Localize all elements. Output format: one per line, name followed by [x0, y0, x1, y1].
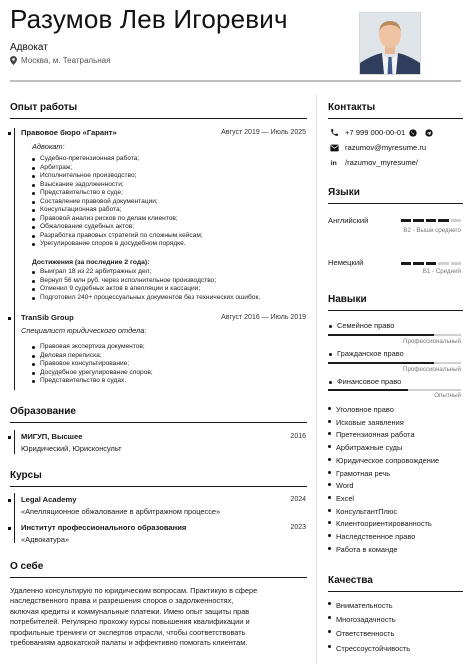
course-year: 2024 — [290, 496, 306, 503]
linkedin-icon — [330, 158, 339, 167]
skill-item: Претензионная работа — [328, 429, 439, 442]
language-level-segment — [413, 262, 423, 265]
job-achievements — [32, 268, 260, 302]
language-level: B1 - Средний — [422, 268, 461, 275]
skill-level: Профессиональный — [403, 366, 461, 373]
list-item: Подготовил 240+ процессуальных документов без технических ошибок. — [32, 294, 260, 303]
job-duties — [32, 343, 153, 386]
skill-level-fill — [328, 389, 408, 391]
education-marker — [8, 436, 11, 439]
list-item: Урегулирование споров в досудебном порядке. — [32, 240, 203, 249]
list-item: Вернул 56 млн руб. через исполнительное производство; — [32, 277, 260, 286]
language-level-segment — [401, 219, 411, 222]
list-item: Выиграл 18 из 22 арбитражных дел; — [32, 268, 260, 277]
job-company: TranSib Group — [21, 313, 74, 322]
skills-rule — [328, 310, 463, 311]
about-line: наследственного права и разрешения споров о задолженностях, — [10, 596, 234, 606]
telegram-icon[interactable] — [425, 129, 433, 137]
skill-item: КонсультантПлюс — [328, 506, 439, 519]
skill-level: Опытный — [434, 392, 461, 399]
skill-item: Наследственное право — [328, 531, 439, 544]
location — [10, 56, 110, 65]
course-name: «Апелляционное обжалование в арбитражном процессе» — [21, 507, 221, 516]
course-name: «Адвокатура» — [21, 535, 70, 544]
email-icon — [330, 144, 339, 152]
qualities-heading: Качества — [328, 575, 373, 586]
skill-bullet — [329, 353, 332, 356]
list-item: Представительство в суде; — [32, 189, 203, 198]
skill-name: Финансовое право — [337, 377, 402, 386]
job-marker — [8, 317, 11, 320]
skill-item: Уголовное право — [328, 404, 439, 417]
list-item: Правовая экспертиза документов; — [32, 343, 153, 352]
skill-item: Работа в команде — [328, 544, 439, 557]
courses-rule — [10, 486, 307, 487]
language-level-segment — [426, 262, 436, 265]
language-level-bar — [401, 219, 461, 222]
about-line: потребителей. Регулярно прохожу курсы повышения квалификации и — [10, 617, 250, 627]
contacts-rule — [328, 118, 463, 119]
location-text: Москва, м. Театральная — [21, 56, 111, 65]
qualities-rule — [328, 591, 463, 592]
language-level-segment — [438, 262, 448, 265]
skill-item: Клиентоориентированность — [328, 518, 439, 531]
skills-list — [328, 404, 439, 556]
skill-bullet — [329, 381, 332, 384]
skill-item: Word — [328, 480, 439, 493]
course-marker — [8, 527, 11, 530]
achievements-title: Достижения (за последние 2 года): — [32, 259, 150, 266]
list-item: Досудебное урегулирование споров; — [32, 369, 153, 378]
language-level-bar — [401, 262, 461, 265]
candidate-name: Разумов Лев Игоревич — [10, 4, 288, 34]
skills-heading: Навыки — [328, 294, 367, 305]
about-heading: О себе — [10, 561, 44, 572]
job-duties — [32, 155, 203, 249]
list-item: Обжалование судебных актов; — [32, 223, 203, 232]
list-item: Представительство в судах. — [32, 377, 153, 386]
list-item: Арбитраж; — [32, 164, 203, 173]
phone-contact[interactable] — [330, 128, 439, 137]
experience-rule — [10, 118, 307, 119]
languages-rule — [328, 203, 463, 204]
phone-number: +7 999 000-00-01 — [345, 128, 406, 137]
linkedin-handle: /razumov_myresume/ — [345, 158, 419, 167]
linkedin-contact[interactable] — [330, 158, 418, 167]
quality-item: Ответственность — [328, 627, 410, 641]
list-item: Судебно-претензионная работа; — [32, 155, 203, 164]
qualities-list — [328, 599, 410, 656]
header-divider — [10, 80, 461, 82]
language-level: B2 - Выше среднего — [403, 227, 461, 234]
job-title: Адвокат — [10, 42, 48, 53]
experience-heading: Опыт работы — [10, 102, 78, 113]
experience-timeline — [14, 128, 15, 390]
list-item: Правовой анализ рисков по делам клиентов; — [32, 215, 203, 224]
about-text — [10, 586, 307, 648]
column-divider — [316, 94, 317, 664]
email-address: razumov@myresume.ru — [345, 143, 427, 152]
language-level-segment — [401, 262, 411, 265]
about-line: включая кредиты и коммунальные платежи. Имею опыт защиты прав — [10, 606, 250, 616]
language-level-segment — [451, 219, 461, 222]
language-level-segment — [426, 219, 436, 222]
languages-heading: Языки — [328, 187, 360, 198]
list-item: Разработка правовых стратегий по сложным кейсам; — [32, 232, 203, 241]
quality-item: Многозадачность — [328, 613, 410, 627]
list-item: Отменил 9 судебных актов в апелляции и кассации; — [32, 285, 260, 294]
skill-level-fill — [328, 362, 434, 364]
education-timeline — [14, 430, 15, 454]
contacts-heading: Контакты — [328, 102, 376, 113]
courses-heading: Курсы — [10, 470, 42, 481]
quality-item: Стрессоустойчивость — [328, 642, 410, 656]
job-dates: Август 2019 — Июль 2025 — [221, 129, 306, 136]
language-level-segment — [413, 219, 423, 222]
skill-bullet — [329, 325, 332, 328]
skill-item: Арбитражные суды — [328, 442, 439, 455]
language-level-segment — [451, 262, 461, 265]
about-line: профильные тренинги от экспертов отрасли, чтобы соответствовать — [10, 627, 246, 637]
whatsapp-icon[interactable] — [409, 129, 417, 137]
svg-text:in: in — [330, 160, 337, 167]
education-year: 2016 — [290, 433, 306, 440]
course-org: Институт профессионального образования — [21, 523, 187, 532]
language-name: Немецкий — [328, 258, 364, 267]
list-item: Взыскание задолженности; — [32, 181, 203, 190]
about-line: требованиям адвокатской палаты и эффективно помогать клиентам. — [10, 638, 248, 648]
location-pin-icon — [10, 56, 17, 65]
list-item: Правовое консультирование; — [32, 360, 153, 369]
list-item: Составление правовой документации; — [32, 198, 203, 207]
skill-name: Семейное право — [337, 321, 395, 330]
job-position: Специалист юридического отдела: — [21, 326, 147, 335]
about-rule — [10, 577, 307, 578]
education-heading: Образование — [10, 406, 76, 417]
profile-photo — [359, 12, 421, 75]
language-name: Английский — [328, 216, 369, 225]
skill-name: Гражданское право — [337, 349, 404, 358]
courses-timeline — [14, 493, 15, 543]
education-degree: Юридический, Юрисконсульт — [21, 444, 122, 453]
job-marker — [8, 132, 11, 135]
skill-level: Профессиональный — [403, 338, 461, 345]
skill-item: Юридическое сопровождение — [328, 455, 439, 468]
job-company: Правовое бюро «Гарант» — [21, 128, 117, 137]
language-level-segment — [438, 219, 448, 222]
list-item: Деловая переписка; — [32, 352, 153, 361]
skill-item: Грамотная речь — [328, 468, 439, 481]
phone-icon — [330, 128, 339, 137]
about-line: Удаленно консультирую по юридическим вопросам. Практикую в сфере — [10, 586, 258, 595]
course-org: Legal Academy — [21, 495, 77, 504]
list-item: Консультационная работа; — [32, 206, 203, 215]
job-position: Адвокат: — [32, 142, 65, 151]
email-contact[interactable] — [330, 143, 426, 152]
course-year: 2023 — [290, 524, 306, 531]
quality-item: Внимательность — [328, 599, 410, 613]
list-item: Исполнительное производство; — [32, 172, 203, 181]
skill-item: Excel — [328, 493, 439, 506]
education-school: МИГУП, Высшее — [21, 432, 83, 441]
course-marker — [8, 499, 11, 502]
job-dates: Август 2016 — Июль 2019 — [221, 314, 306, 321]
education-rule — [10, 422, 307, 423]
skill-level-fill — [328, 334, 434, 336]
skill-item: Исковые заявления — [328, 417, 439, 430]
